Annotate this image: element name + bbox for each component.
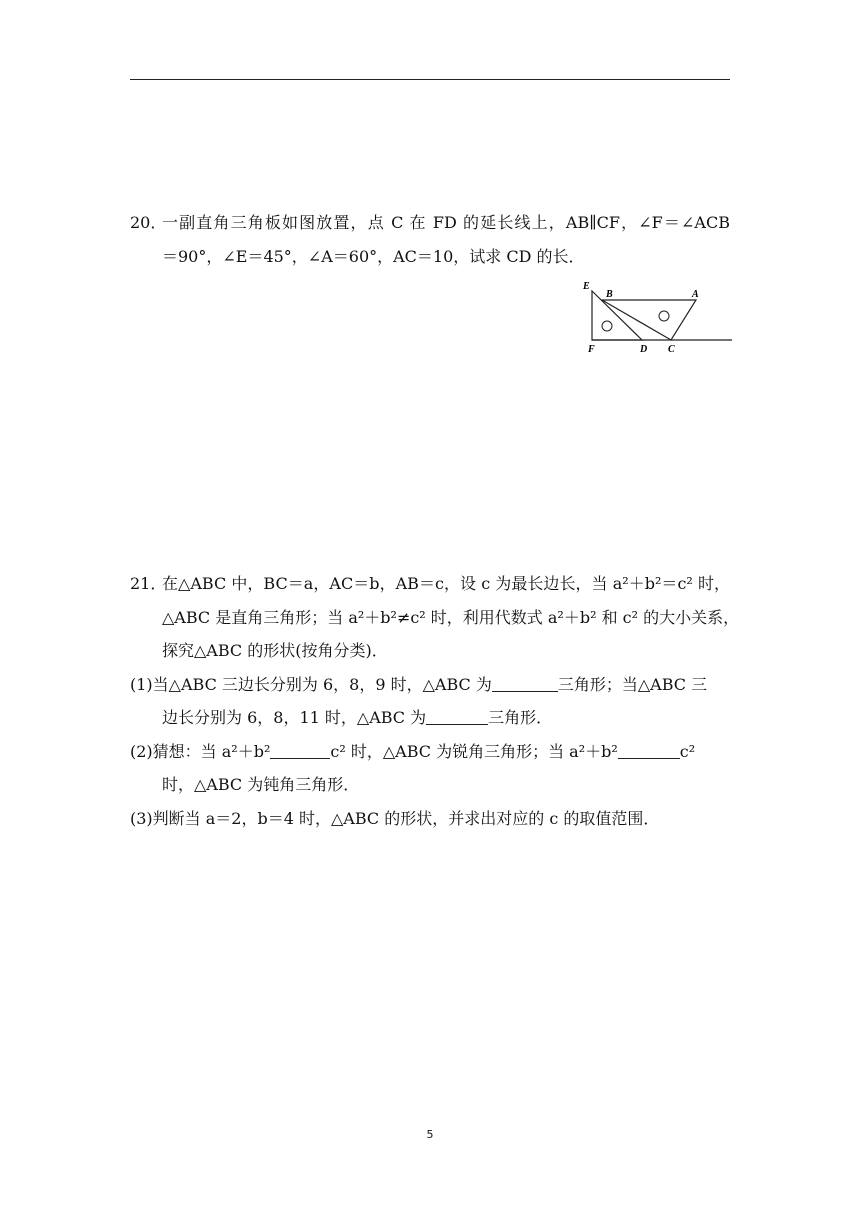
label-e: E <box>583 281 590 292</box>
part-text: 当△ABC 三边长分别为 6，8，9 时，△ABC 为 <box>152 675 492 694</box>
part-text: c² 时，△ABC 为锐角三角形；当 a²＋b² <box>330 742 618 761</box>
question-text-line: ＝90°，∠E＝45°，∠A＝60°，AC＝10，试求 CD 的长． <box>162 247 585 266</box>
question-text-line: 在△ABC 中，BC＝a，AC＝b，AB＝c，设 c 为最长边长，当 a²＋b²＝c² 时， <box>162 574 730 593</box>
label-f: F <box>588 344 595 355</box>
part-2-line-1 <box>130 741 695 763</box>
triangle-rulers-figure <box>578 280 732 360</box>
part-label: (1) <box>130 675 153 694</box>
part-label: (2) <box>130 742 153 761</box>
label-b: B <box>606 289 613 300</box>
part-text: 边长分别为 6，8，11 时，△ABC 为 <box>162 708 427 727</box>
answer-blank[interactable] <box>426 708 488 725</box>
answer-blank[interactable] <box>618 742 680 759</box>
hole-circle-left <box>602 321 612 331</box>
part-3-line-1 <box>130 808 659 830</box>
part-text: 三角形． <box>488 708 553 727</box>
answer-blank[interactable] <box>270 742 330 759</box>
question-text-line: △ABC 是直角三角形；当 a²＋b²≠c² 时，利用代数式 a²＋b² 和 c² 的大小关系， <box>162 608 740 627</box>
hole-circle-right <box>659 311 669 321</box>
part-text: 判断当 a＝2，b＝4 时，△ABC 的形状，并求出对应的 c 的取值范围． <box>152 809 660 828</box>
part-label: (3) <box>130 809 153 828</box>
label-d: D <box>640 344 648 355</box>
header-rule <box>130 79 730 80</box>
part-1-line-1 <box>130 674 707 696</box>
part-text: 三角形；当△ABC 三 <box>557 675 708 694</box>
triangle-bac <box>602 300 696 340</box>
label-c: C <box>668 344 675 355</box>
question-text-line: 一副直角三角板如图放置，点 C 在 FD 的延长线上，AB∥CF，∠F＝∠ACB <box>162 213 730 232</box>
part-2-line-2 <box>162 774 359 796</box>
question-text-line: 探究△ABC 的形状(按角分类)． <box>162 641 388 660</box>
question-number: 21． <box>130 574 167 593</box>
answer-blank[interactable] <box>492 675 558 692</box>
part-text: 时，△ABC 为钝角三角形． <box>162 775 360 794</box>
part-text: 猜想：当 a²＋b² <box>152 742 271 761</box>
triangle-efd <box>592 291 642 340</box>
question-number: 20． <box>130 213 167 232</box>
part-text: c² <box>679 742 696 761</box>
label-a: A <box>692 289 699 300</box>
page-number: 5 <box>426 1128 434 1141</box>
part-1-line-2 <box>162 707 552 729</box>
